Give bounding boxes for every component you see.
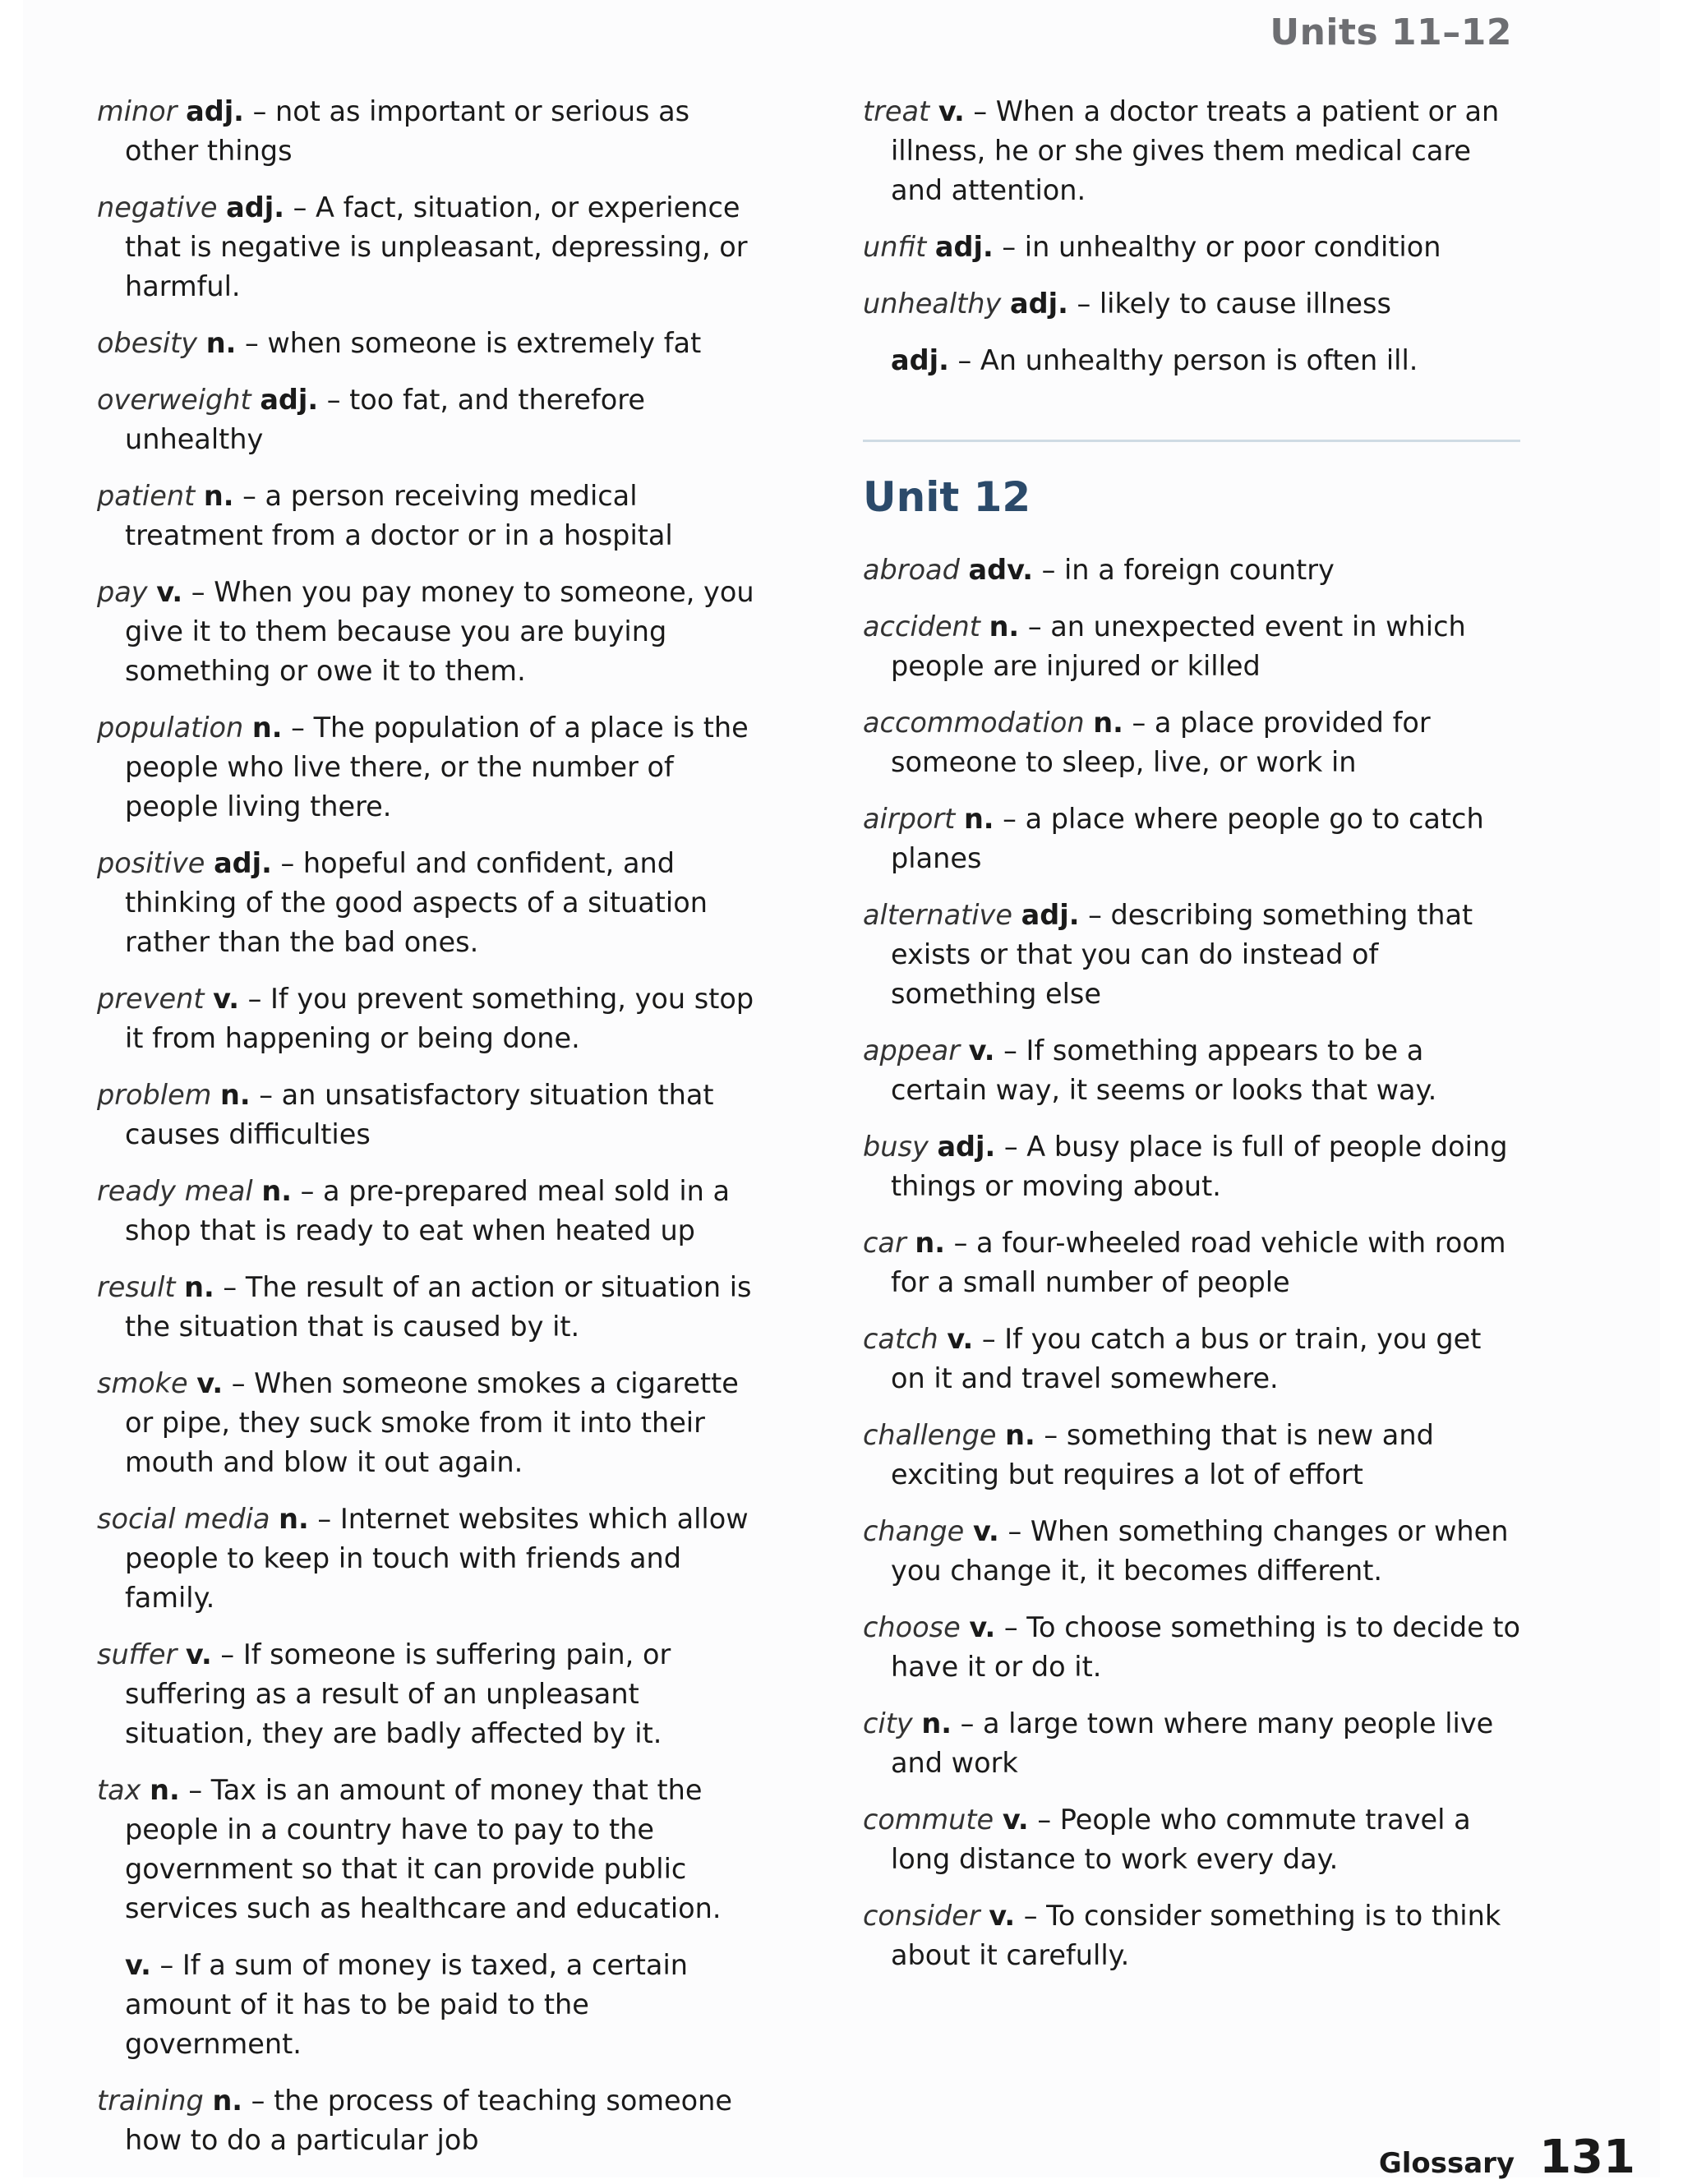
entry-separator: – [280, 847, 295, 879]
entry-headword: prevent [97, 983, 205, 1015]
entry-part-of-speech: n. [963, 803, 994, 835]
entry-part-of-speech: n. [212, 2085, 243, 2117]
glossary-entry [863, 1223, 1520, 1302]
entry-part-of-speech: n. [150, 1774, 180, 1806]
entry-headword: accommodation [863, 707, 1085, 739]
glossary-column-left [97, 92, 771, 2177]
entry-part-of-speech: v. [938, 95, 965, 127]
entry-separator: – [1037, 1804, 1052, 1836]
entry-separator: – [251, 2085, 265, 2117]
entry-separator: – [981, 1323, 996, 1355]
entry-headword: obesity [97, 327, 198, 359]
section-divider [863, 440, 1520, 442]
entry-definition: a place where people go to catch planes [891, 803, 1484, 874]
entry-separator: – [1044, 1419, 1058, 1451]
glossary-entry [863, 341, 1520, 380]
entry-headword: alternative [863, 899, 1012, 931]
entry-headword: tax [97, 1774, 141, 1806]
entry-part-of-speech: n. [220, 1079, 251, 1111]
entry-separator: – [244, 327, 259, 359]
glossary-entry [97, 380, 771, 459]
glossary-entry [863, 1800, 1520, 1879]
entry-definition: When you pay money to someone, you give it to them because you are buying something or owe it to them. [125, 576, 754, 687]
entry-part-of-speech: n. [921, 1707, 952, 1739]
glossary-entry [97, 1172, 771, 1251]
entry-separator: – [1007, 1515, 1022, 1547]
entry-definition: the process of teaching someone how to do a particular job [125, 2085, 732, 2156]
glossary-entry [863, 1512, 1520, 1591]
entry-headword: challenge [863, 1419, 997, 1451]
entry-separator: – [326, 384, 341, 416]
entry-definition: in a foreign country [1064, 554, 1335, 586]
entry-headword: patient [97, 480, 196, 512]
entry-part-of-speech: v. [1002, 1804, 1029, 1836]
unit-heading: Unit 12 [863, 473, 1031, 521]
glossary-entry [863, 551, 1520, 590]
entry-separator: – [957, 344, 972, 376]
entry-part-of-speech: v. [156, 576, 183, 608]
entry-definition: If a sum of money is taxed, a certain amount of it has to be paid to the government. [125, 1949, 688, 2060]
entry-separator: – [973, 95, 988, 127]
entry-headword: city [863, 1707, 913, 1739]
entry-definition: when someone is extremely fat [267, 327, 702, 359]
glossary-entry [863, 228, 1520, 267]
entry-headword: treat [863, 95, 930, 127]
entry-headword: negative [97, 191, 218, 223]
entry-part-of-speech: n. [915, 1227, 945, 1259]
entry-separator: – [242, 480, 256, 512]
entry-definition: a person receiving medical treatment from a doctor or in a hospital [125, 480, 673, 551]
entry-definition: Internet websites which allow people to keep in touch with friends and family. [125, 1503, 749, 1614]
entry-definition: too fat, and therefore unhealthy [125, 384, 645, 455]
entry-headword: catch [863, 1323, 938, 1355]
entry-definition: The population of a place is the people who live there, or the number of people living there. [125, 712, 749, 822]
glossary-entry [97, 844, 771, 962]
entry-headword: result [97, 1271, 176, 1303]
entry-definition: describing something that exists or that you can do instead of something else [891, 899, 1473, 1010]
entry-part-of-speech: n. [279, 1503, 309, 1535]
glossary-entry [97, 1635, 771, 1753]
entry-headword: suffer [97, 1638, 178, 1670]
entry-definition: When a doctor treats a patient or an illness, he or she gives them medical care and attention. [891, 95, 1500, 206]
entry-part-of-speech: n. [261, 1175, 292, 1207]
entry-definition: To choose something is to decide to have it or do it. [891, 1611, 1521, 1683]
entry-part-of-speech: n. [251, 712, 283, 744]
glossary-entry [863, 703, 1520, 782]
glossary-entry [97, 2081, 771, 2160]
entry-separator: – [293, 191, 307, 223]
footer-section-label: Glossary [1378, 2147, 1515, 2180]
entry-definition: When something changes or when you change it, it becomes different. [891, 1515, 1509, 1587]
glossary-entry [97, 1946, 771, 2064]
glossary-entry [863, 896, 1520, 1014]
entry-definition: an unexpected event in which people are injured or killed [891, 611, 1466, 682]
entry-separator: – [317, 1503, 332, 1535]
entry-part-of-speech: adj. [934, 231, 994, 263]
entry-separator: – [252, 95, 267, 127]
entry-separator: – [1041, 554, 1056, 586]
glossary-entry [97, 1268, 771, 1347]
glossary-entry [97, 188, 771, 306]
entry-part-of-speech: v. [185, 1638, 212, 1670]
glossary-entry [97, 573, 771, 691]
entry-headword: problem [97, 1079, 212, 1111]
entry-headword: population [97, 712, 244, 744]
glossary-entry [97, 1771, 771, 1928]
entry-part-of-speech: v. [947, 1323, 974, 1355]
entry-headword: airport [863, 803, 956, 835]
glossary-entry [97, 979, 771, 1058]
entry-headword: smoke [97, 1367, 188, 1399]
entry-headword: consider [863, 1900, 980, 1932]
glossary-entry [97, 708, 771, 827]
entry-part-of-speech: adj. [186, 95, 244, 127]
glossary-column-right [863, 92, 1520, 1993]
glossary-entry [863, 1031, 1520, 1110]
glossary-entry [97, 324, 771, 363]
entry-part-of-speech: adj. [937, 1131, 996, 1163]
glossary-entry [97, 1076, 771, 1154]
entry-definition: To consider something is to think about it carefully. [891, 1900, 1501, 1971]
entry-part-of-speech: adj. [226, 191, 284, 223]
entry-part-of-speech: v. [213, 983, 239, 1015]
running-header: Units 11–12 [1270, 12, 1512, 53]
entry-part-of-speech: n. [205, 327, 237, 359]
entry-separator: – [1003, 803, 1017, 835]
glossary-entry [863, 284, 1520, 324]
entry-definition: An unhealthy person is often ill. [980, 344, 1418, 376]
entry-headword: positive [97, 847, 205, 879]
entry-part-of-speech: adj. [214, 847, 272, 879]
entry-headword: social media [97, 1503, 270, 1535]
entry-headword: unhealthy [863, 288, 1002, 320]
entry-part-of-speech: v. [968, 1034, 995, 1067]
entry-separator: – [960, 1707, 975, 1739]
entry-headword: overweight [97, 384, 251, 416]
entry-definition: a place provided for someone to sleep, live, or work in [891, 707, 1431, 778]
entry-definition: If something appears to be a certain way, it seems or looks that way. [891, 1034, 1437, 1106]
entry-definition: not as important or serious as other things [125, 95, 690, 167]
entry-separator: – [259, 1079, 273, 1111]
entry-part-of-speech: n. [1093, 707, 1123, 739]
glossary-entry [863, 607, 1520, 686]
entry-separator: – [1023, 1900, 1038, 1932]
entry-headword: commute [863, 1804, 994, 1836]
entry-definition: hopeful and confident, and thinking of the good aspects of a situation rather than the bad ones. [125, 847, 708, 958]
entry-headword: training [97, 2085, 204, 2117]
entry-definition: in unhealthy or poor condition [1024, 231, 1441, 263]
entry-separator: – [231, 1367, 246, 1399]
entry-definition: a large town where many people live and work [891, 1707, 1494, 1779]
glossary-entry [863, 799, 1520, 878]
entry-headword: appear [863, 1034, 960, 1067]
entry-separator: – [1003, 1131, 1018, 1163]
entry-separator: – [191, 576, 205, 608]
entry-part-of-speech: n. [203, 480, 234, 512]
entry-headword: car [863, 1227, 906, 1259]
entry-part-of-speech: adj. [1021, 899, 1080, 931]
entry-separator: – [1132, 707, 1146, 739]
entry-separator: – [1002, 231, 1017, 263]
entry-headword: busy [863, 1131, 929, 1163]
entry-definition: something that is new and exciting but requires a lot of effort [891, 1419, 1434, 1491]
entry-definition: People who commute travel a long distance to work every day. [891, 1804, 1471, 1875]
entry-separator: – [223, 1271, 237, 1303]
entry-separator: – [1077, 288, 1091, 320]
entry-part-of-speech: v. [196, 1367, 224, 1399]
entry-separator: – [159, 1949, 174, 1981]
entry-definition: Tax is an amount of money that the people in a country have to pay to the government so that it can provide public services such as healthcare and education. [125, 1774, 722, 1924]
entry-definition: The result of an action or situation is the situation that is caused by it. [125, 1271, 752, 1343]
entry-separator: – [300, 1175, 315, 1207]
entry-headword: abroad [863, 554, 960, 586]
entry-headword: accident [863, 611, 980, 643]
glossary-entry [863, 1704, 1520, 1783]
glossary-entry [863, 92, 1520, 210]
entry-part-of-speech: n. [1005, 1419, 1035, 1451]
glossary-entry [97, 477, 771, 555]
page-number: 131 [1539, 2131, 1635, 2184]
entry-part-of-speech: adj. [1010, 288, 1068, 320]
entry-separator: – [1027, 611, 1042, 643]
glossary-entry [863, 1896, 1520, 1975]
glossary-entry [863, 1416, 1520, 1495]
entry-separator: – [1003, 1611, 1018, 1643]
entry-part-of-speech: n. [184, 1271, 214, 1303]
entry-part-of-speech: adj. [260, 384, 319, 416]
entry-headword: pay [97, 576, 148, 608]
entry-separator: – [1003, 1034, 1017, 1067]
entry-definition: likely to cause illness [1099, 288, 1391, 320]
glossary-entry [863, 1608, 1520, 1687]
entry-definition: If you catch a bus or train, you get on it and travel somewhere. [891, 1323, 1482, 1394]
entry-definition: If you prevent something, you stop it from happening or being done. [125, 983, 754, 1054]
entry-headword: minor [97, 95, 178, 127]
entry-separator: – [247, 983, 262, 1015]
entry-definition: A fact, situation, or experience that is negative is unpleasant, depressing, or harmful. [125, 191, 748, 302]
entry-part-of-speech: adj. [891, 344, 949, 376]
page-footer [1379, 2131, 1635, 2184]
entry-part-of-speech: v. [989, 1900, 1016, 1932]
entry-definition: a pre-prepared meal sold in a shop that is ready to eat when heated up [125, 1175, 731, 1246]
glossary-entry [863, 1127, 1520, 1206]
glossary-entry [863, 1320, 1520, 1398]
entry-separator: – [188, 1774, 203, 1806]
entry-definition: When someone smokes a cigarette or pipe, they suck smoke from it into their mouth and blow it out again. [125, 1367, 739, 1478]
entry-part-of-speech: v. [969, 1611, 996, 1643]
glossary-entry [97, 1500, 771, 1618]
entry-definition: A busy place is full of people doing things or moving about. [891, 1131, 1508, 1202]
entry-headword: ready meal [97, 1175, 253, 1207]
unit-11-continued [863, 92, 1520, 380]
entry-headword: choose [863, 1611, 961, 1643]
entry-separator: – [291, 712, 305, 744]
entry-headword: unfit [863, 231, 927, 263]
entry-separator: – [1088, 899, 1102, 931]
entry-definition: If someone is suffering pain, or suffering as a result of an unpleasant situation, they are badly affected by it. [125, 1638, 671, 1749]
entry-part-of-speech: adv. [968, 554, 1033, 586]
glossary-entry [97, 1364, 771, 1482]
entry-separator: – [220, 1638, 235, 1670]
unit-12-entries [863, 551, 1520, 1975]
entry-definition: a four-wheeled road vehicle with room for a small number of people [891, 1227, 1506, 1298]
glossary-entry [97, 92, 771, 171]
entry-headword: change [863, 1515, 965, 1547]
entry-part-of-speech: v. [125, 1949, 151, 1981]
entry-separator: – [953, 1227, 968, 1259]
entry-part-of-speech: n. [989, 611, 1020, 643]
entry-definition: an unsatisfactory situation that causes difficulties [125, 1079, 714, 1150]
entry-part-of-speech: v. [972, 1515, 999, 1547]
